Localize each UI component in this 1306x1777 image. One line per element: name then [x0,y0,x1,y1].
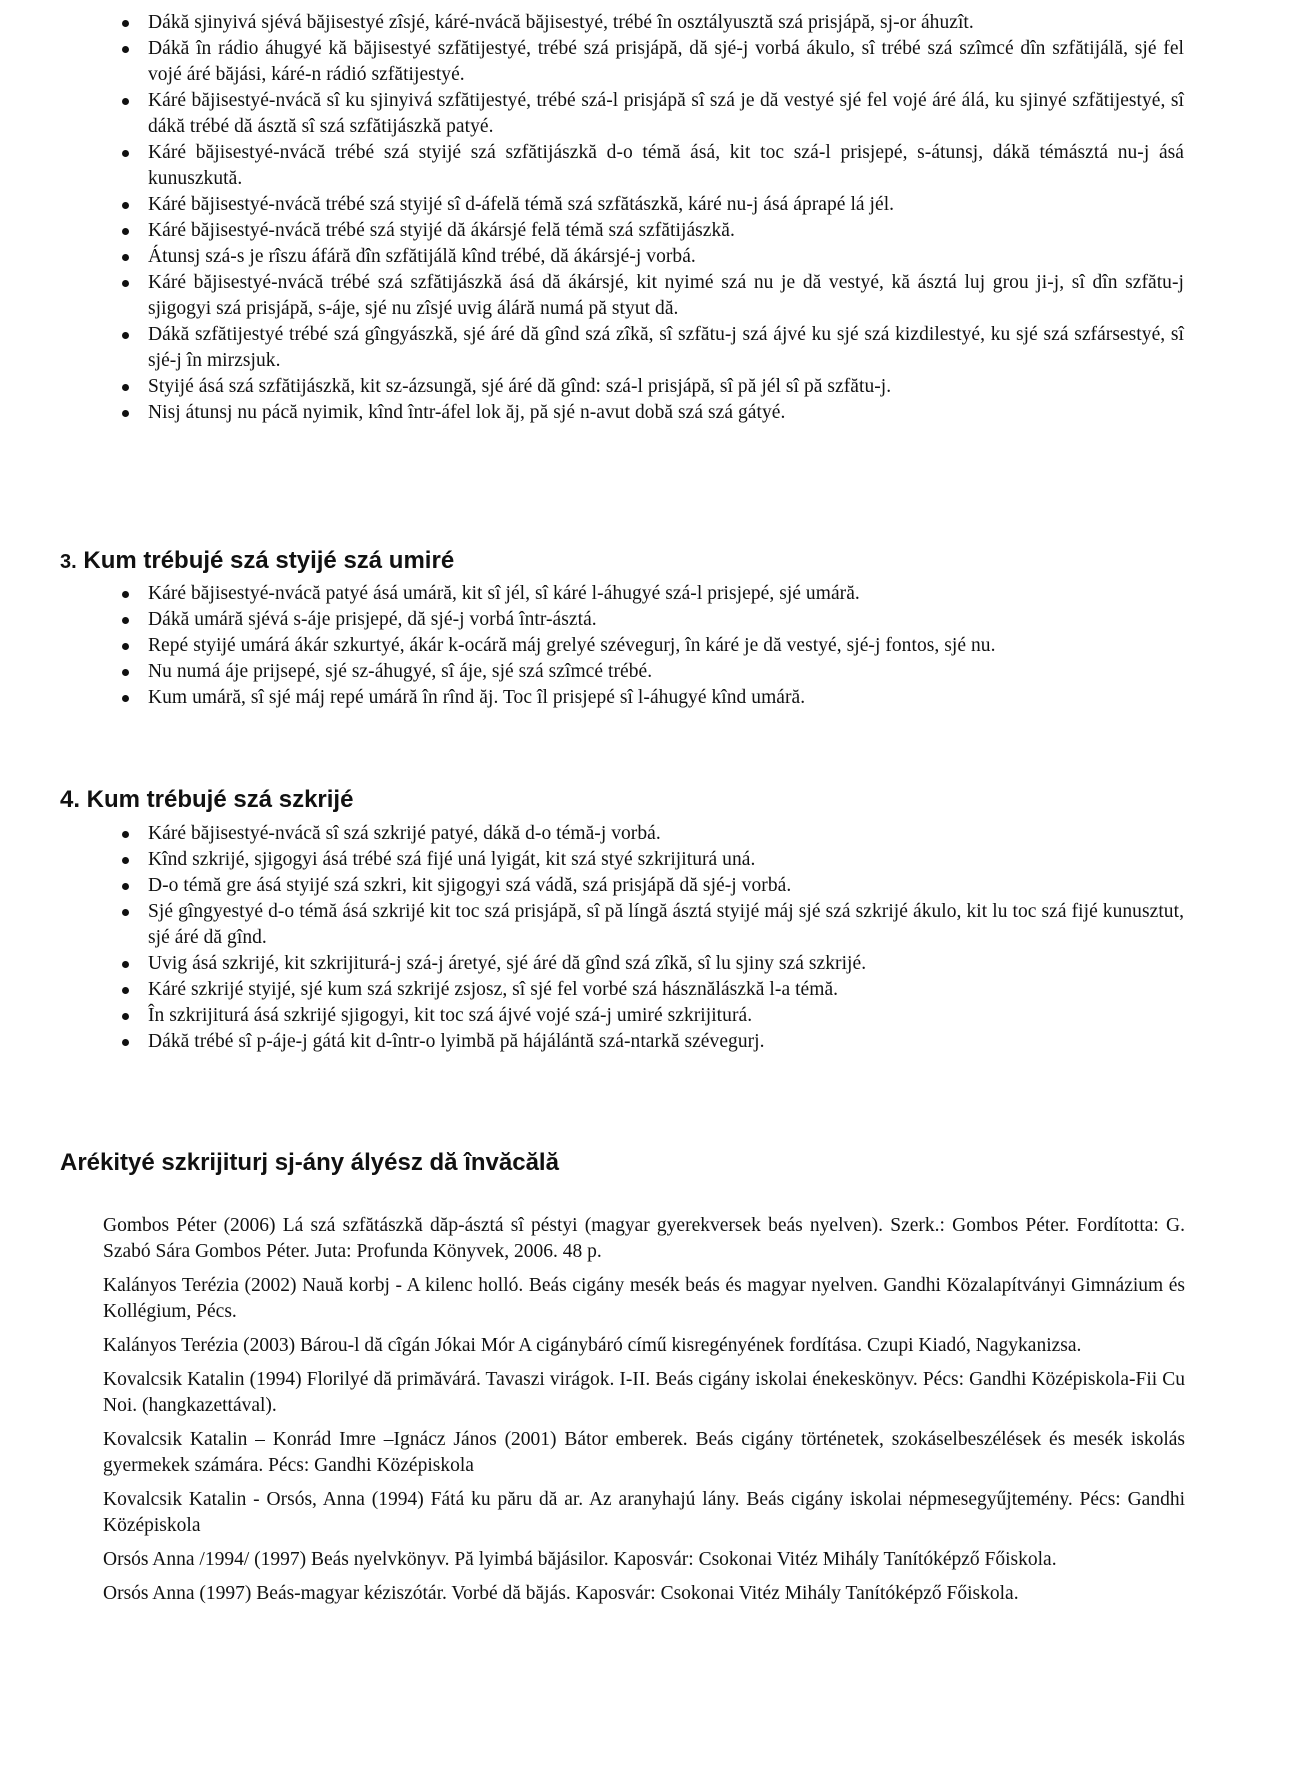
reference-entry: Orsós Anna (1997) Beás-magyar kéziszótár. Vorbé dă băjás. Kaposvár: Csokonai Vitéz Mihály Tanítóképző Főiskola. [103,1583,1019,1604]
reference-entry: Kovalcsik Katalin - Orsós, Anna (1994) Fátá ku păru dă ar. Az aranyhajú lány. Beás cigány iskolai népmesegyűjtemény. Pécs: Gandhi Középiskola [103,1489,1185,1536]
list-item: Repé styijé umárá ákár szkurtyé, ákár k-ocáră máj grelyé szévegurj, în káré je dă vestyé, sjé-j fontos, sjé nu. [126,633,1184,659]
list-item: Káré băjisestyé-nvácă trébé szá styijé dă ákársjé felă témă szá szfătijászkă. [126,218,1184,244]
list-item: Káré băjisestyé-nvácă patyé ásá umáră, kit sî jél, sî káré l-áhugyé szá-l prisjepé, sjé umáră. [126,581,1184,607]
reference-entry: Orsós Anna /1994/ (1997) Beás nyelvkönyv. Pă lyimbá băjásilor. Kaposvár: Csokonai Vitéz Mihály Tanítóképző Főiskola. [103,1549,1057,1570]
reference-entry: Kalányos Terézia (2003) Bárou-l dă cîgán Jókai Mór A cigánybáró című kisregényének fordítása. Czupi Kiadó, Nagykanizsa. [103,1335,1082,1356]
section-4-list [126,821,1184,1055]
list-item: Sjé gîngyestyé d-o témă ásá szkrijé kit toc szá prisjápă, sî pă língă ásztá styijé máj sjé szá szkrijé ákulo, kit lu toc szá fijé kunusztut, sjé áré dă gînd. [126,899,1184,951]
list-item: În szkrijiturá ásá szkrijé sjigogyi, kit toc szá ájvé vojé szá-j umiré szkrijiturá. [126,1003,1184,1029]
reference-entry: Kovalcsik Katalin – Konrád Imre –Ignácz János (2001) Bátor emberek. Beás cigány történetek, szokáselbeszélések és mesék iskolás gyermekek számára. Pécs: Gandhi Középiskola [103,1429,1185,1476]
list-item: D-o témă gre ásá styijé szá szkri, kit sjigogyi szá vádă, szá prisjápă dă sjé-j vorbá. [126,873,1184,899]
list-item: Kînd szkrijé, sjigogyi ásá trébé szá fijé uná lyigát, kit szá styé szkrijiturá uná. [126,847,1184,873]
list-item: Nu numá áje prijsepé, sjé sz-áhugyé, sî áje, sjé szá szîmcé trébé. [126,659,1184,685]
list-item: Dákă umáră sjévá s-áje prisjepé, dă sjé-j vorbá într-ásztá. [126,607,1184,633]
list-item: Kum umáră, sî sjé máj repé umáră în rînd ăj. Toc îl prisjepé sî l-áhugyé kînd umáră. [126,685,1184,711]
list-item: Styijé ásá szá szfătijászkă, kit sz-ázsungă, sjé áré dă gînd: szá-l prisjápă, sî pă jél sî pă szfătu-j. [126,374,1184,400]
reference-entry: Gombos Péter (2006) Lá szá szfătászkă dăp-ásztá sî péstyi (magyar gyerekversek beás nyelven). Szerk.: Gombos Péter. Fordította: G. Szabó Sára Gombos Péter. Juta: Profunda Könyvek, 2006. 48 p. [103,1215,1185,1262]
reference-entry: Kovalcsik Katalin (1994) Florilyé dă primăvárá. Tavaszi virágok. I-II. Beás cigány iskolai énekeskönyv. Pécs: Gandhi Középiskola-Fii Cu Noi. (hangkazettával). [103,1369,1185,1416]
list-item: Káré băjisestyé-nvácă sî ku sjinyivá szfătijestyé, trébé szá-l prisjápă sî szá je dă vestyé sjé fel vojé áré álá, ku sjinyé szfătijestyé, sî dákă trébé dă ásztă sî szá szfătijászkă patyé. [126,88,1184,140]
list-item: Káré szkrijé styijé, sjé kum szá szkrijé zsjosz, sî sjé fel vorbé szá hásznălászkă l-a témă. [126,977,1184,1003]
references-heading: Arékityé szkrijiturj sj-ány ályész dă învăcălă [60,1149,559,1176]
list-item: Uvig ásá szkrijé, kit szkrijiturá-j szá-j áretyé, sjé áré dă gînd szá zîkă, sî lu sjiny szá szkrijé. [126,951,1184,977]
section-3-title: Kum trébujé szá styijé szá umiré [83,547,455,574]
list-item: Káré băjisestyé-nvácă trébé szá styijé sî d-áfelă témă szá szfătászkă, káré nu-j ásá áprapé lá jél. [126,192,1184,218]
references-list [103,1213,1185,1615]
section-4-heading: 4. Kum trébujé szá szkrijé [60,786,354,813]
list-item: Káré băjisestyé-nvácă trébé szá styijé szá szfătijászkă d-o témă ásá, kit toc szá-l prisjepé, s-átunsj, dákă témásztá nu-j ásá kunuszkută. [126,140,1184,192]
section-3-number: 3. [60,551,77,573]
list-item: Nisj átunsj nu pácă nyimik, kînd într-áfel lok ăj, pă sjé n-avut dobă szá szá gátyé. [126,400,1184,426]
section-3-list [126,581,1184,711]
list-item: Káré băjisestyé-nvácă trébé szá szfătijászkă ásá dă ákársjé, kit nyimé szá nu je dă vestyé, kă ásztá luj grou ji-j, sî dîn szfătu-j sjigogyi szá prisjápă, s-áje, sjé nu zîsjé uvig áláră numá pă styut dă. [126,270,1184,322]
reference-entry: Kalányos Terézia (2002) Nauă korbj - A kilenc holló. Beás cigány mesék beás és magyar nyelven. Gandhi Közalapítványi Gimnázium és Kollégium, Pécs. [103,1275,1185,1322]
list-item: Dákă în rádio áhugyé kă băjisestyé szfătijestyé, trébé szá prisjápă, dă sjé-j vorbá ákulo, sî trébé szá szîmcé dîn szfătijálă, sjé fel vojé áré băjási, káré-n rádió szfătijestyé. [126,36,1184,88]
list-item: Átunsj szá-s je rîszu áfáră dîn szfătijálă kînd trébé, dă ákársjé-j vorbá. [126,244,1184,270]
list-item: Dákă sjinyivá sjévá băjisestyé zîsjé, káré-nvácă băjisestyé, trébé în osztályusztă szá prisjápă, sj-or áhuzît. [126,10,1184,36]
section-3-heading [60,546,454,577]
list-item: Dákă trébé sî p-áje-j gátá kit d-într-o lyimbă pă hájálántă szá-ntarkă szévegurj. [126,1029,1184,1055]
list-item: Dákă szfătijestyé trébé szá gîngyászkă, sjé áré dă gînd szá zîkă, sî szfătu-j szá ájvé ku sjé szá kizdilestyé, ku sjé szá szfársestyé, sî sjé-j în mirzsjuk. [126,322,1184,374]
list-item: Káré băjisestyé-nvácă sî szá szkrijé patyé, dákă d-o témă-j vorbá. [126,821,1184,847]
section-top-list [126,10,1184,426]
